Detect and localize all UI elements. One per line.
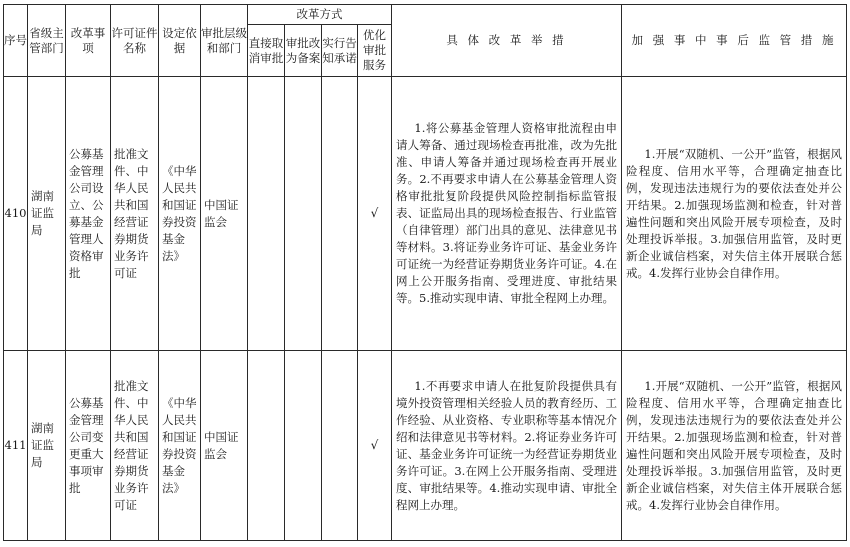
header-measures: 具 体 改 革 举 措 <box>392 5 622 77</box>
header-license: 许可证件名称 <box>111 5 159 77</box>
header-optimize: 优化审批服务 <box>358 25 392 77</box>
row-basis: 《中华人民共和国证券投资基金法》 <box>159 351 201 541</box>
header-seq: 序号 <box>4 5 28 77</box>
header-level: 审批层级和部门 <box>201 5 248 77</box>
row-supervision-text: 1.开展“双随机、一公开”监管，根据风险程度、信用水平等，合理确定抽查比例，发现违法违规行为的要依法查处并公开结果。2.加强现场监测和检查，针对普遍性问题和突出风险开展专项检查，及时处理投诉举报。3.加强信用监管，及时更新企业诚信档案，对失信主体开展联合惩戒。4.发挥行业协会自律作用。 <box>626 146 842 280</box>
header-row-1 <box>4 5 847 25</box>
header-basis: 设定依据 <box>159 5 201 77</box>
row-item: 公募基金管理公司设立、公募基金管理人资格审批 <box>66 77 111 351</box>
header-dept: 省级主管部门 <box>28 5 66 77</box>
row-measures-text: 1.将公募基金管理人资格审批流程由申请人筹备、通过现场检查再批准，改为先批准、申请人筹备并通过现场检查再开展业务。2.不再要求申请人在公募基金管理人资格审批批复阶段提供风险控制指标监管报表、证监局出具的现场检查报告、行业监管（自律管理）部门出具的意见、法律意见书等材料。3.将证券业务许可证、基金业务许可证统一为经营证券期货业务许可证。4.在网上公开服务指南、受理进度、审批结果等。5.推动实现申请、审批全程网上办理。 <box>396 121 617 305</box>
row-optimize-check: √ <box>358 77 392 351</box>
row-seq: 410 <box>4 77 28 351</box>
row-basis: 《中华人民共和国证券投资基金法》 <box>159 77 201 351</box>
row-dept: 湖南证监局 <box>28 77 66 351</box>
row-optimize-check: √ <box>358 351 392 541</box>
header-supervision: 加 强 事 中 事 后 监 管 措 施 <box>622 5 847 77</box>
row-supervision-text: 1.开展“双随机、一公开”监管，根据风险程度、信用水平等，合理确定抽查比例，发现违法违规行为的要依法查处并公开结果。2.加强现场监测和检查，针对普遍性问题和突出风险开展专项检查，及时处理投诉举报。3.加强信用监管，及时更新企业诚信档案，对失信主体开展联合惩戒。4.发挥行业协会自律作用。 <box>626 378 842 512</box>
row-license: 批准文件、中华人民共和国经营证券期货业务许可证 <box>111 77 159 351</box>
row-seq: 411 <box>4 351 28 541</box>
header-notify: 实行告知承诺 <box>322 25 358 77</box>
row-cancel <box>248 351 285 541</box>
row-measures <box>392 77 622 351</box>
row-measures-text: 1.不再要求申请人在批复阶段提供具有境外投资管理相关经验人员的教育经历、工作经验、从业资格、专业职称等基本情况介绍和法律意见书等材料。2.将证券业务许可证、基金业务许可证统一为经营证券期货业务许可证。3.在网上公开服务指南、受理进度、审批结果等。4.推动实现申请、审批全程网上办理。 <box>396 378 617 512</box>
table-row <box>4 351 847 541</box>
header-reform-group: 改革方式 <box>248 5 392 25</box>
row-level: 中国证监会 <box>201 351 248 541</box>
row-record <box>285 77 322 351</box>
row-item: 公募基金管理公司变更重大事项审批 <box>66 351 111 541</box>
row-license: 批准文件、中华人民共和国经营证券期货业务许可证 <box>111 351 159 541</box>
row-record <box>285 351 322 541</box>
header-record: 审批改为备案 <box>285 25 322 77</box>
row-dept: 湖南证监局 <box>28 351 66 541</box>
table-row <box>4 77 847 351</box>
header-cancel: 直接取消审批 <box>248 25 285 77</box>
row-cancel <box>248 77 285 351</box>
reform-table <box>3 4 847 541</box>
row-notify <box>322 77 358 351</box>
header-item: 改革事项 <box>66 5 111 77</box>
row-notify <box>322 351 358 541</box>
row-supervision <box>622 77 847 351</box>
row-level: 中国证监会 <box>201 77 248 351</box>
row-measures <box>392 351 622 541</box>
row-supervision <box>622 351 847 541</box>
